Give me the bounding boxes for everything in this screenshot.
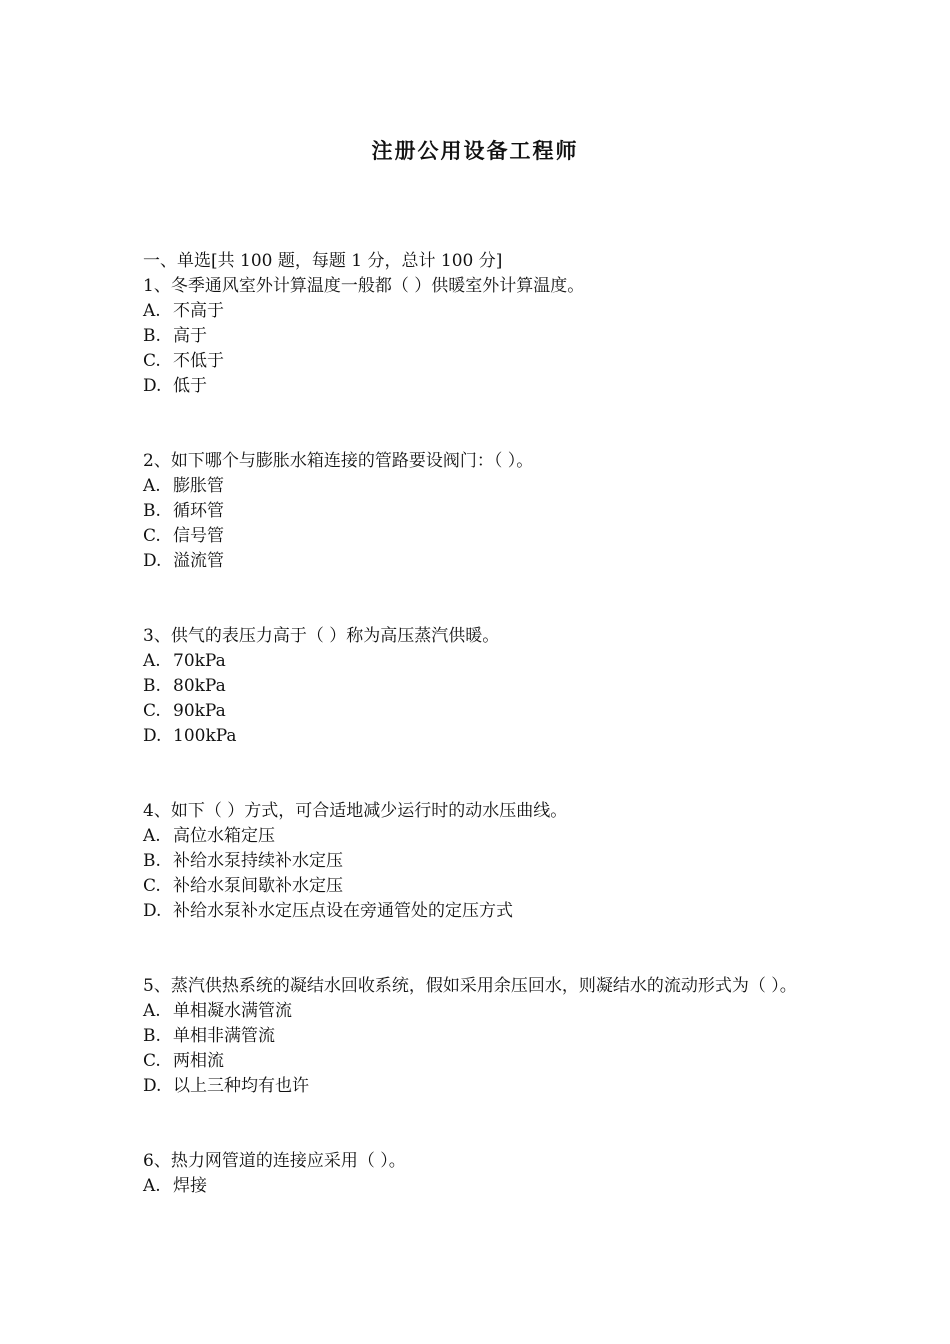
option-text: 溢流管 [173,551,224,571]
option-letter: C. [143,351,161,371]
option-b [143,849,813,874]
page-title: 注册公用设备工程师 [371,138,579,163]
option-text: 焊接 [173,1176,207,1196]
option-letter: D. [143,551,162,571]
question-text: 3、供气的表压力高于（ ）称为高压蒸汽供暖。 [143,626,500,646]
option-letter: C. [143,876,161,896]
option-text: 补给水泵补水定压点设在旁通管处的定压方式 [173,901,513,921]
option-letter: B. [143,326,161,346]
option-a [143,999,813,1024]
question-6 [143,1149,813,1199]
option-text: 70kPa [173,651,226,671]
option-text: 补给水泵间歇补水定压 [173,876,343,896]
option-d [143,724,813,749]
option-a [143,824,813,849]
option-text: 两相流 [173,1051,224,1071]
option-letter: A. [143,301,161,321]
option-text: 膨胀管 [173,476,224,496]
option-text: 单相非满管流 [173,1026,275,1046]
option-text: 不低于 [173,351,224,371]
option-text: 信号管 [173,526,224,546]
option-letter: B. [143,1026,161,1046]
question-text: 6、热力网管道的连接应采用（ ）。 [143,1151,406,1171]
option-letter: D. [143,901,162,921]
option-letter: D. [143,726,162,746]
option-b [143,1024,813,1049]
option-text: 高位水箱定压 [173,826,275,846]
option-letter: D. [143,1076,162,1096]
question-text: 1、冬季通风室外计算温度一般都（ ）供暖室外计算温度。 [143,276,585,296]
option-text: 80kPa [173,676,226,696]
question-text: 5、蒸汽供热系统的凝结水回收系统，假如采用余压回水，则凝结水的流动形式为（ ）。 [143,976,797,996]
option-b [143,324,813,349]
option-c [143,1049,813,1074]
question-text: 4、如下（ ）方式，可合适地减少运行时的动水压曲线。 [143,801,568,821]
question-4 [143,799,813,924]
question-1 [143,274,813,399]
option-letter: A. [143,476,161,496]
option-letter: C. [143,701,161,721]
option-letter: C. [143,1051,161,1071]
option-text: 高于 [173,326,207,346]
section-heading: 一、单选[共 100 题，每题 1 分，总计 100 分] [143,251,503,271]
option-letter: A. [143,651,161,671]
option-c [143,874,813,899]
option-letter: C. [143,526,161,546]
option-text: 不高于 [173,301,224,321]
question-5 [143,974,813,1099]
option-d [143,549,813,574]
option-text: 补给水泵持续补水定压 [173,851,343,871]
question-text: 2、如下哪个与膨胀水箱连接的管路要设阀门：（ ）。 [143,451,534,471]
option-text: 循环管 [173,501,224,521]
option-letter: B. [143,676,161,696]
option-letter: B. [143,851,161,871]
option-text: 100kPa [173,726,237,746]
option-letter: B. [143,501,161,521]
option-b [143,674,813,699]
question-2 [143,449,813,574]
option-a [143,649,813,674]
option-text: 低于 [173,376,207,396]
option-d [143,899,813,924]
option-d [143,1074,813,1099]
option-b [143,499,813,524]
option-d [143,374,813,399]
option-letter: A. [143,826,161,846]
option-text: 以上三种均有也许 [173,1076,309,1096]
option-a [143,474,813,499]
option-letter: A. [143,1001,161,1021]
option-c [143,349,813,374]
option-a [143,299,813,324]
option-text: 90kPa [173,701,226,721]
option-text: 单相凝水满管流 [173,1001,292,1021]
option-c [143,699,813,724]
option-letter: D. [143,376,162,396]
question-3 [143,624,813,749]
document-body [143,249,813,1199]
option-a [143,1174,813,1199]
option-letter: A. [143,1176,161,1196]
option-c [143,524,813,549]
